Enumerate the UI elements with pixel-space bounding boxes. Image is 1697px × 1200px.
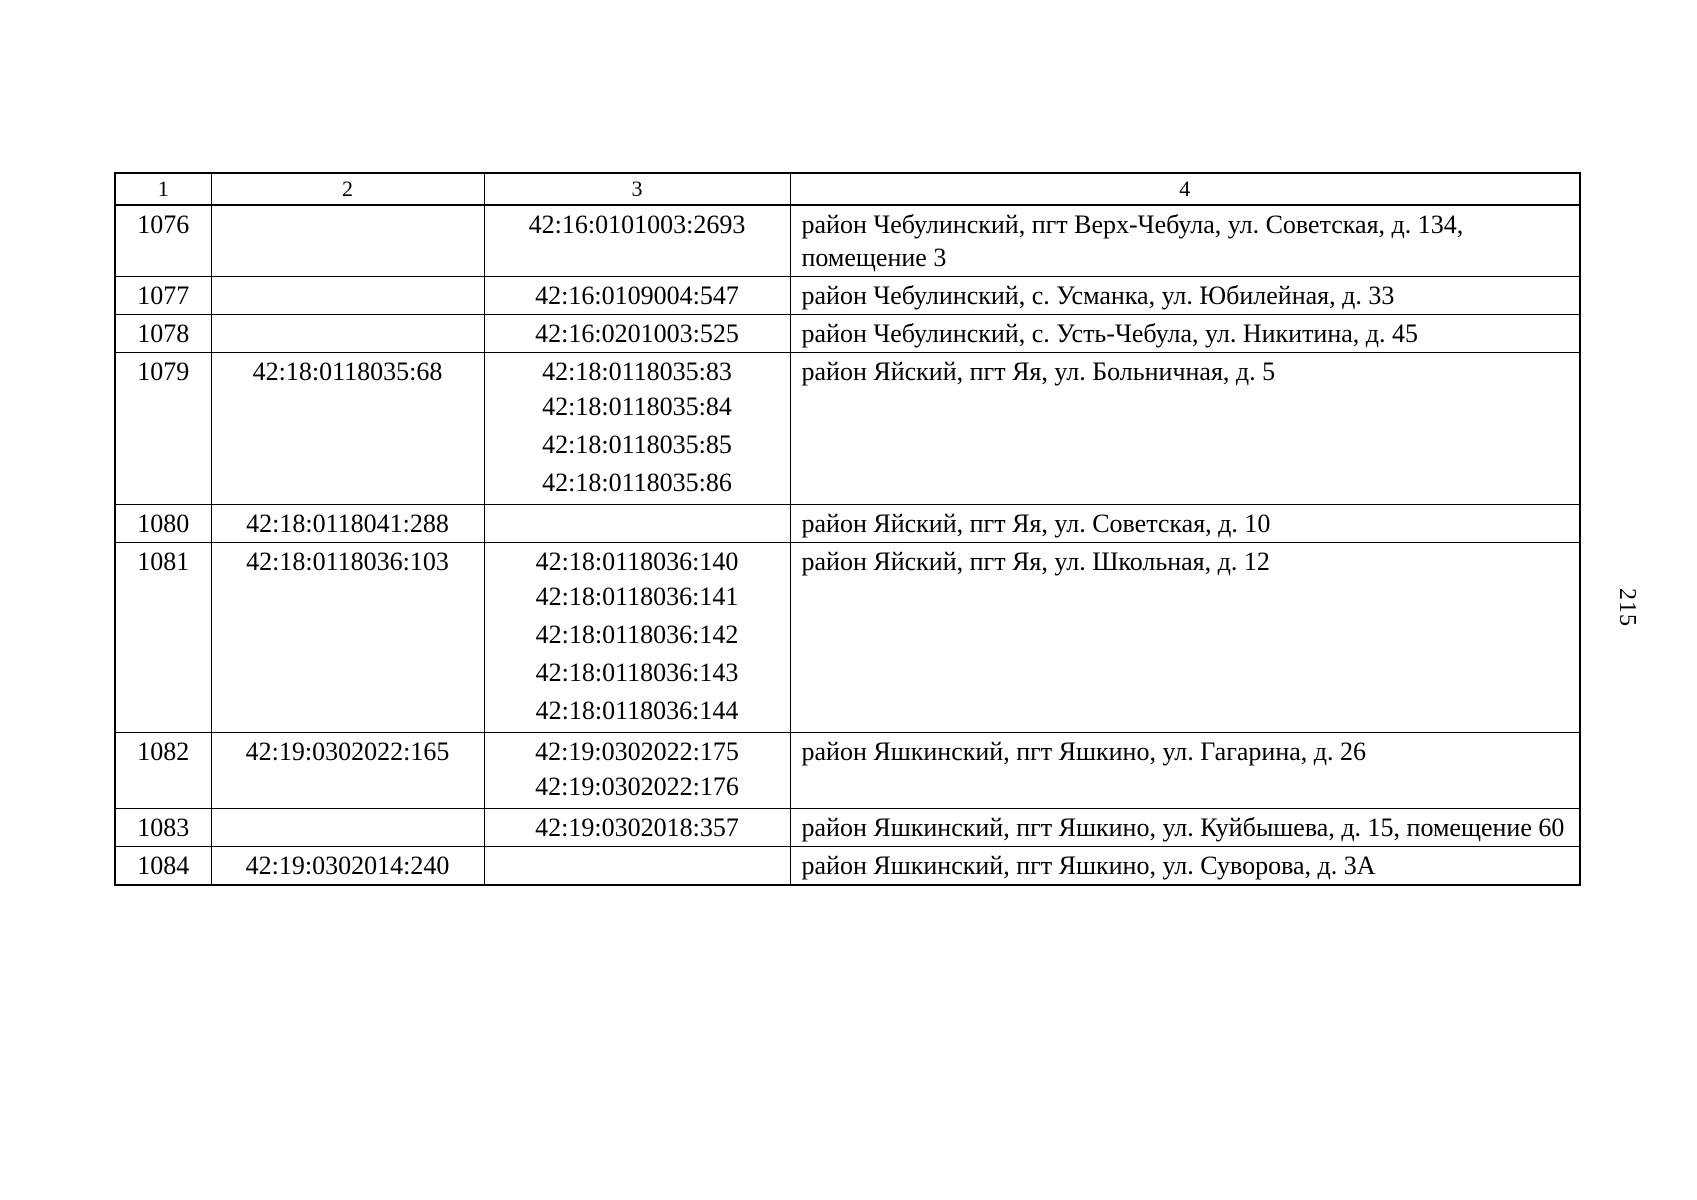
row-number-cell: 1079 [115, 353, 211, 505]
cadastral-number: 42:19:0302022:176 [535, 772, 739, 801]
cadastral-premises-cell [484, 205, 790, 277]
cadastral-premises-cell [484, 277, 790, 315]
cadastral-number: 42:18:0118036:141 [535, 582, 739, 611]
table-row [115, 205, 1580, 277]
header-cell-2: 2 [211, 173, 484, 205]
table-body [115, 205, 1580, 885]
cadastral-number: 42:18:0118035:84 [542, 392, 732, 421]
address-cell: район Яйский, пгт Яя, ул. Школьная, д. 12 [790, 543, 1580, 733]
cadastral-premises-cell [484, 809, 790, 847]
cadastral-number: 42:18:0118036:103 [246, 547, 449, 576]
cadastral-number: 42:16:0109004:547 [535, 281, 739, 310]
cadastral-number: 42:18:0118035:86 [542, 468, 732, 497]
address-cell: район Чебулинский, пгт Верх-Чебула, ул. Советская, д. 134, помещение 3 [790, 205, 1580, 277]
cadastral-premises-cell [484, 353, 790, 505]
cadastral-premises-cell [484, 315, 790, 353]
page-number: 215 [1614, 588, 1640, 627]
table-row [115, 277, 1580, 315]
header-row [115, 173, 1580, 205]
address-cell: район Чебулинский, с. Усть-Чебула, ул. Никитина, д. 45 [790, 315, 1580, 353]
address-cell: район Яйский, пгт Яя, ул. Больничная, д. 5 [790, 353, 1580, 505]
cadastral-number: 42:18:0118036:140 [535, 547, 739, 576]
row-number-cell: 1084 [115, 847, 211, 886]
cadastral-number: 42:18:0118036:144 [535, 696, 739, 725]
cadastral-premises-cell [484, 733, 790, 809]
cadastral-number: 42:19:0302022:165 [245, 737, 450, 766]
row-number-cell: 1077 [115, 277, 211, 315]
data-table [114, 172, 1581, 886]
table-row [115, 353, 1580, 505]
cadastral-number: 42:16:0101003:2693 [528, 210, 746, 239]
cadastral-number: 42:18:0118035:68 [252, 357, 443, 386]
address-cell: район Яшкинский, пгт Яшкино, ул. Суворова, д. 3А [790, 847, 1580, 886]
address-cell: район Яшкинский, пгт Яшкино, ул. Гагарина, д. 26 [790, 733, 1580, 809]
row-number-cell: 1083 [115, 809, 211, 847]
table-row [115, 315, 1580, 353]
address-cell: район Яйский, пгт Яя, ул. Советская, д. 10 [790, 505, 1580, 543]
header-cell-4: 4 [790, 173, 1580, 205]
cadastral-number: 42:19:0302022:175 [535, 737, 739, 766]
row-number-cell: 1080 [115, 505, 211, 543]
cadastral-building-cell [211, 809, 484, 847]
header-cell-1: 1 [115, 173, 211, 205]
table-row [115, 847, 1580, 886]
cadastral-building-cell [211, 277, 484, 315]
cadastral-building-cell [211, 543, 484, 733]
address-cell: район Яшкинский, пгт Яшкино, ул. Куйбышева, д. 15, помещение 60 [790, 809, 1580, 847]
cadastral-premises-cell [484, 543, 790, 733]
cadastral-number: 42:18:0118041:288 [246, 509, 449, 538]
table-row [115, 733, 1580, 809]
row-number-cell: 1082 [115, 733, 211, 809]
row-number-cell: 1076 [115, 205, 211, 277]
cadastral-number: 42:18:0118036:142 [535, 620, 739, 649]
table-row [115, 543, 1580, 733]
cadastral-number: 42:18:0118035:83 [542, 357, 732, 386]
cadastral-number: 42:19:0302014:240 [245, 851, 450, 880]
cadastral-number: 42:18:0118035:85 [542, 430, 732, 459]
cadastral-building-cell [211, 733, 484, 809]
cadastral-building-cell [211, 505, 484, 543]
header-cell-3: 3 [484, 173, 790, 205]
cadastral-building-cell [211, 353, 484, 505]
address-cell: район Чебулинский, с. Усманка, ул. Юбилейная, д. 33 [790, 277, 1580, 315]
cadastral-building-cell [211, 315, 484, 353]
cadastral-number: 42:16:0201003:525 [535, 319, 739, 348]
cadastral-premises-cell [484, 847, 790, 886]
cadastral-building-cell [211, 847, 484, 886]
table-row [115, 505, 1580, 543]
row-number-cell: 1078 [115, 315, 211, 353]
cadastral-premises-cell [484, 505, 790, 543]
cadastral-number: 42:19:0302018:357 [535, 813, 739, 842]
cadastral-number: 42:18:0118036:143 [535, 658, 739, 687]
cadastral-building-cell [211, 205, 484, 277]
row-number-cell: 1081 [115, 543, 211, 733]
table-row [115, 809, 1580, 847]
